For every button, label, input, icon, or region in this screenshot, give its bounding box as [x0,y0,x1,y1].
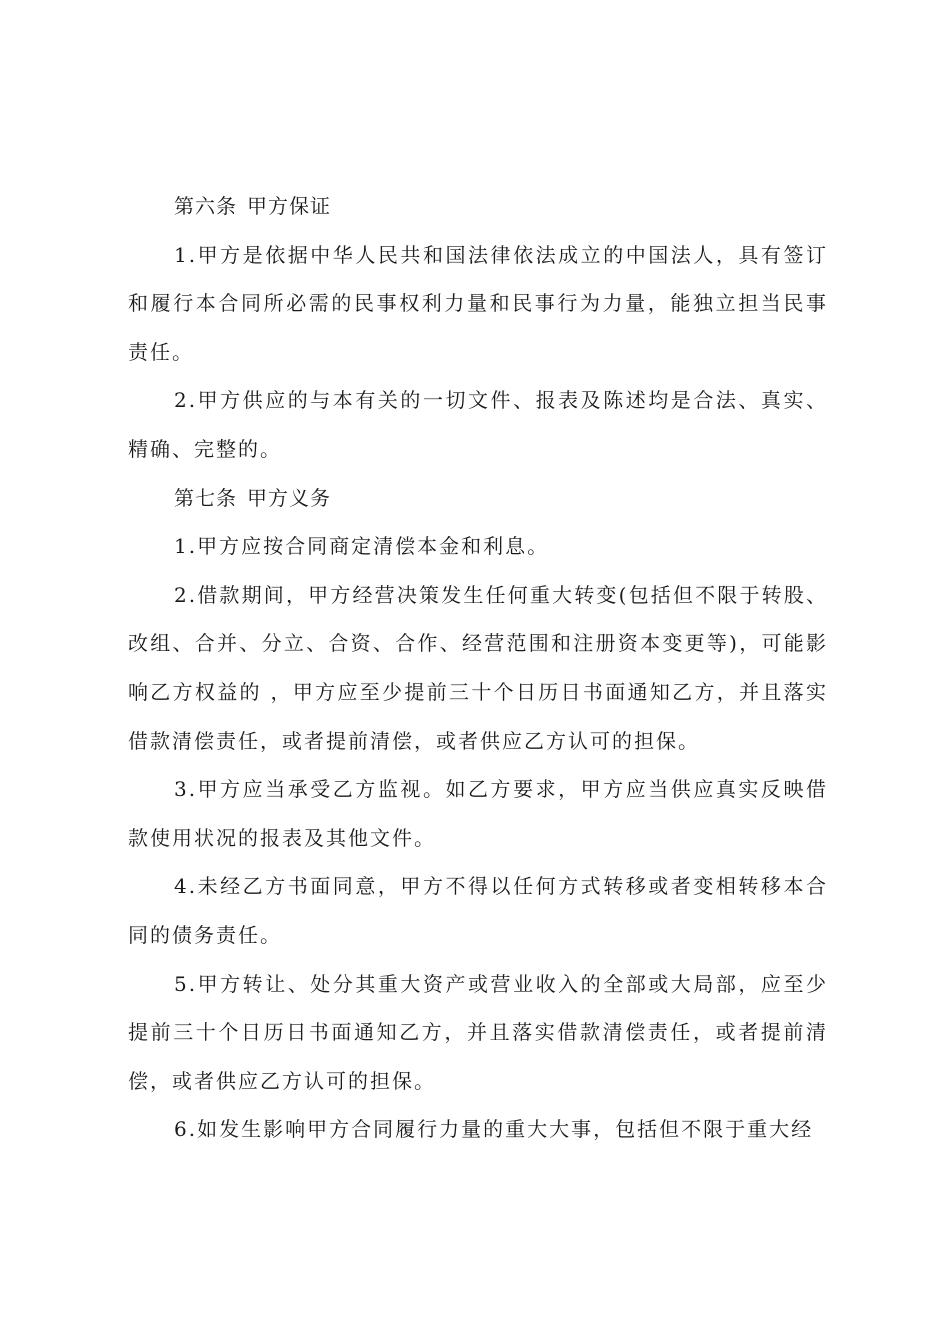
clause-7-3: 3.甲方应当承受乙方监视。如乙方要求，甲方应当供应真实反映借款使用状况的报表及其他文件。 [128,777,828,850]
section-title: 甲方保证 [247,194,331,218]
section-title: 甲方义务 [247,485,331,510]
document-page [128,182,828,1154]
section-heading-6 [128,182,828,231]
clause-7-1: 1.甲方应按合同商定清偿本金和利息。 [174,534,550,559]
clause-7-2: 2.借款期间，甲方经营决策发生任何重大转变(包括但不限于转股、改组、合并、分立、合资、合作、经营范围和注册资本变更等)，可能影响乙方权益的 ，甲方应至少提前三十个日历日书面通知乙方，并且落实借款清偿责任，或者提前清偿，或者供应乙方认可的担保。 [128,582,828,753]
clause-7-5: 5.甲方转让、处分其重大资产或营业收入的全部或大局部，应至少提前三十个日历日书面通知乙方，并且落实借款清偿责任，或者提前清偿，或者供应乙方认可的担保。 [128,971,828,1093]
clause-7-6: 6.如发生影响甲方合同履行力量的重大大事，包括但不限于重大经 [174,1117,814,1142]
clause-6-1: 1.甲方是依据中华人民共和国法律依法成立的中国法人，具有签订和履行本合同所必需的民事权利力量和民事行为力量，能独立担当民事责任。 [128,242,828,364]
section-heading-7 [128,474,828,523]
clause-7-4: 4.未经乙方书面同意，甲方不得以任何方式转移或者变相转移本合同的债务责任。 [128,874,828,947]
section-number: 第七条 [174,485,237,510]
section-number: 第六条 [174,194,237,218]
clause-6-2: 2.甲方供应的与本有关的一切文件、报表及陈述均是合法、真实、精确、完整的。 [128,388,828,461]
